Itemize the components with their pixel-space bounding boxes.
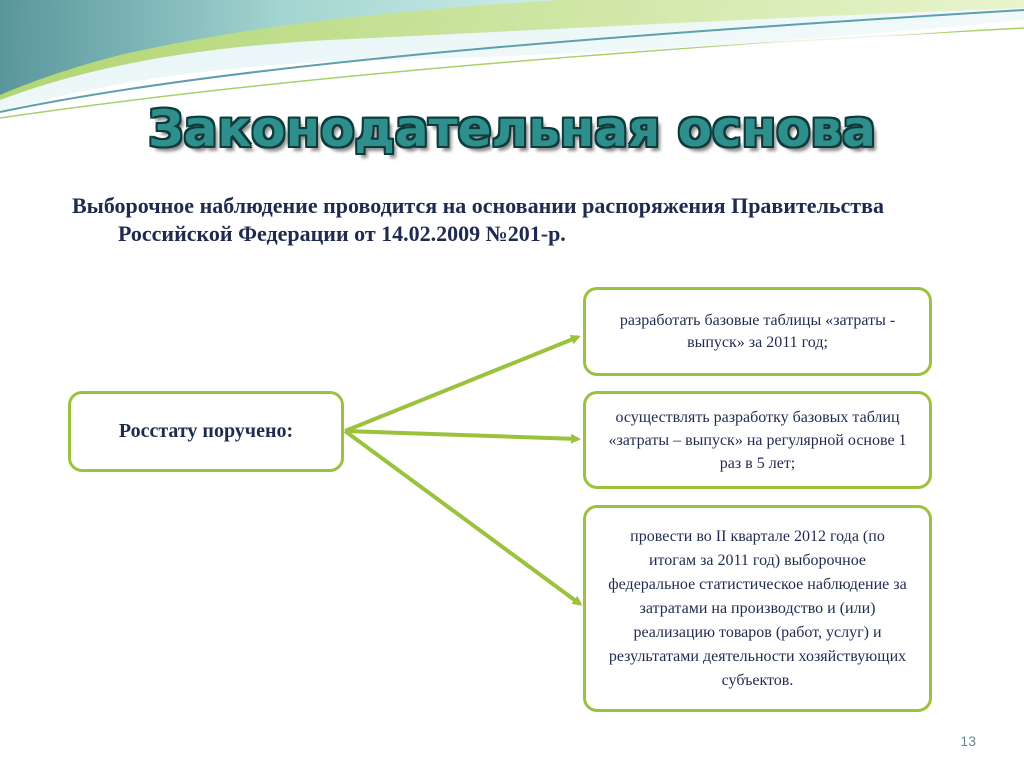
slide-title: Законодательная основа [148, 100, 876, 158]
rosstat-assigned-box [68, 391, 344, 472]
arrow-to-task-2 [345, 431, 578, 439]
task-text-3: провести во II квартале 2012 года (по итогам за 2011 год) выборочное федеральное статистическое наблюдение за затратами на производство и (или) реализацию товаров (работ, услуг) и результатами деятельности хозяйствующих субъектов. [608, 527, 907, 689]
rosstat-assigned-label: Росстату поручено: [118, 420, 294, 442]
task-box-2 [583, 391, 932, 489]
task-box-1 [583, 287, 932, 376]
task-text-1: разработать базовые таблицы «затраты - выпуск» за 2011 год; [619, 311, 896, 351]
arrow-to-task-1 [345, 337, 578, 431]
arrow-to-task-3 [345, 431, 580, 604]
page-number: 13 [960, 733, 976, 749]
task-box-3 [583, 505, 932, 712]
task-text-2: осуществлять разработку базовых таблиц «затраты – выпуск» на регулярной основе 1 раз в 5 лет; [608, 408, 907, 472]
intro-paragraph: Выборочное наблюдение проводится на основании распоряжения Правительства Российской Федерации от 14.02.2009 №201-р. [72, 193, 884, 246]
